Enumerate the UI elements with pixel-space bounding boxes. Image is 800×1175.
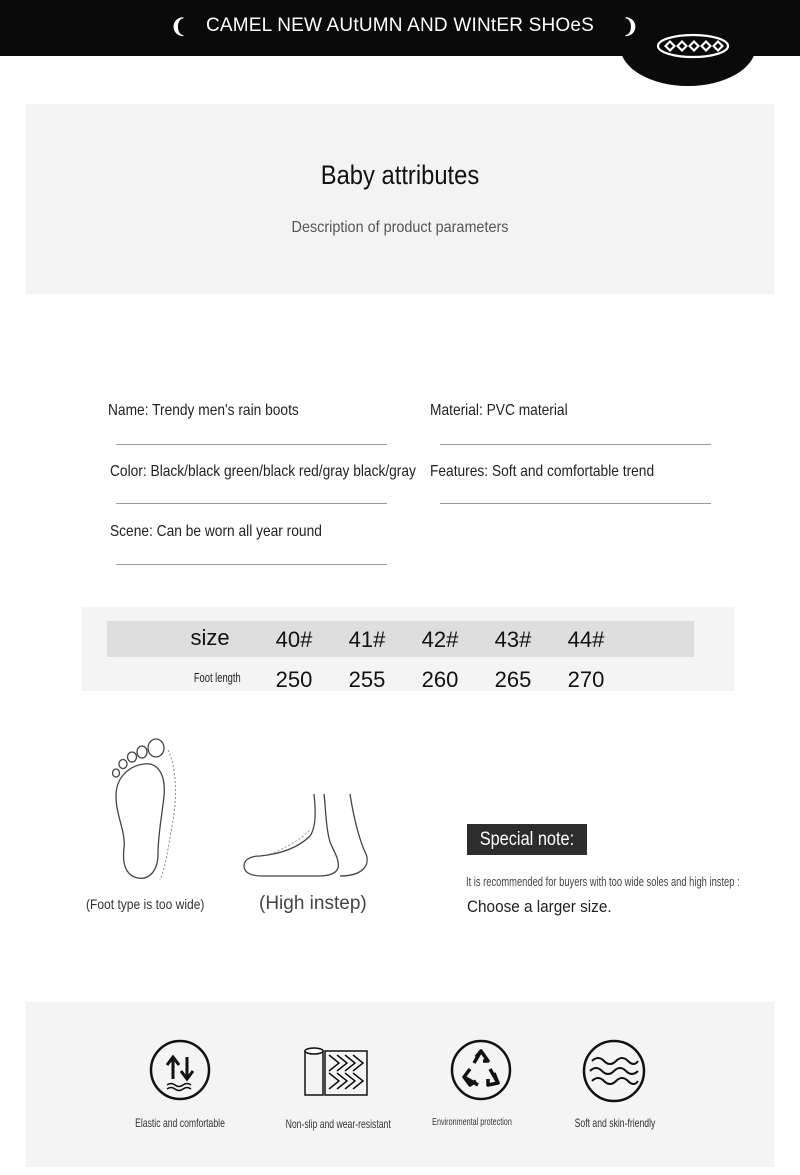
param-divider <box>116 444 387 445</box>
chevron-right-icon: ❩ <box>622 16 639 38</box>
size-cell: 43# <box>494 627 532 652</box>
param-divider <box>116 564 387 565</box>
param-features: Features: Soft and comfortable trend <box>430 463 655 480</box>
size-cell: 42# <box>421 627 459 652</box>
special-note-detail: It is recommended for buyers with too wide soles and high instep : <box>466 874 740 889</box>
size-row-label: size <box>190 625 230 650</box>
param-divider <box>116 503 387 504</box>
high-instep-illustration <box>240 790 374 880</box>
feature-label: Elastic and comfortable <box>135 1116 225 1130</box>
special-note-badge: Special note: <box>467 824 587 855</box>
feature-label: Non-slip and wear-resistant <box>285 1117 391 1131</box>
up-down-arrows-icon <box>149 1039 211 1101</box>
size-cell: 44# <box>567 627 605 652</box>
param-divider <box>440 444 711 445</box>
size-cell: 40# <box>275 627 313 652</box>
sole-texture-icon <box>303 1047 369 1099</box>
waves-icon <box>582 1039 646 1103</box>
attributes-panel <box>26 104 774 294</box>
param-color: Color: Black/black green/black red/gray black/gray <box>110 463 416 480</box>
attributes-title: Baby attributes <box>320 160 480 190</box>
wide-foot-caption: (Foot type is too wide) <box>86 896 205 912</box>
features-panel <box>26 1002 774 1167</box>
length-cell: 265 <box>494 667 532 692</box>
chevron-left-icon: ❨ <box>170 16 187 38</box>
wide-foot-illustration <box>104 736 184 884</box>
recycle-icon <box>450 1039 512 1101</box>
attributes-subtitle: Description of product parameters <box>291 219 509 236</box>
length-cell: 250 <box>275 667 313 692</box>
banner-title: CAMEL NEW AUtUMN AND WINtER SHOeS <box>205 15 595 36</box>
param-scene: Scene: Can be worn all year round <box>110 523 322 540</box>
feature-label: Soft and skin-friendly <box>574 1116 656 1130</box>
length-cell: 270 <box>567 667 605 692</box>
size-cell: 41# <box>348 627 386 652</box>
brand-logo-icon <box>656 33 730 59</box>
foot-length-row-label: Foot length <box>193 670 241 685</box>
param-material: Material: PVC material <box>430 402 568 419</box>
param-divider <box>440 503 711 504</box>
special-note-advice: Choose a larger size. <box>467 897 612 916</box>
param-name: Name: Trendy men's rain boots <box>108 402 299 419</box>
length-cell: 255 <box>348 667 386 692</box>
feature-label: Environmental protection <box>432 1117 512 1128</box>
high-instep-caption: (High instep) <box>259 893 367 914</box>
length-cell: 260 <box>421 667 459 692</box>
